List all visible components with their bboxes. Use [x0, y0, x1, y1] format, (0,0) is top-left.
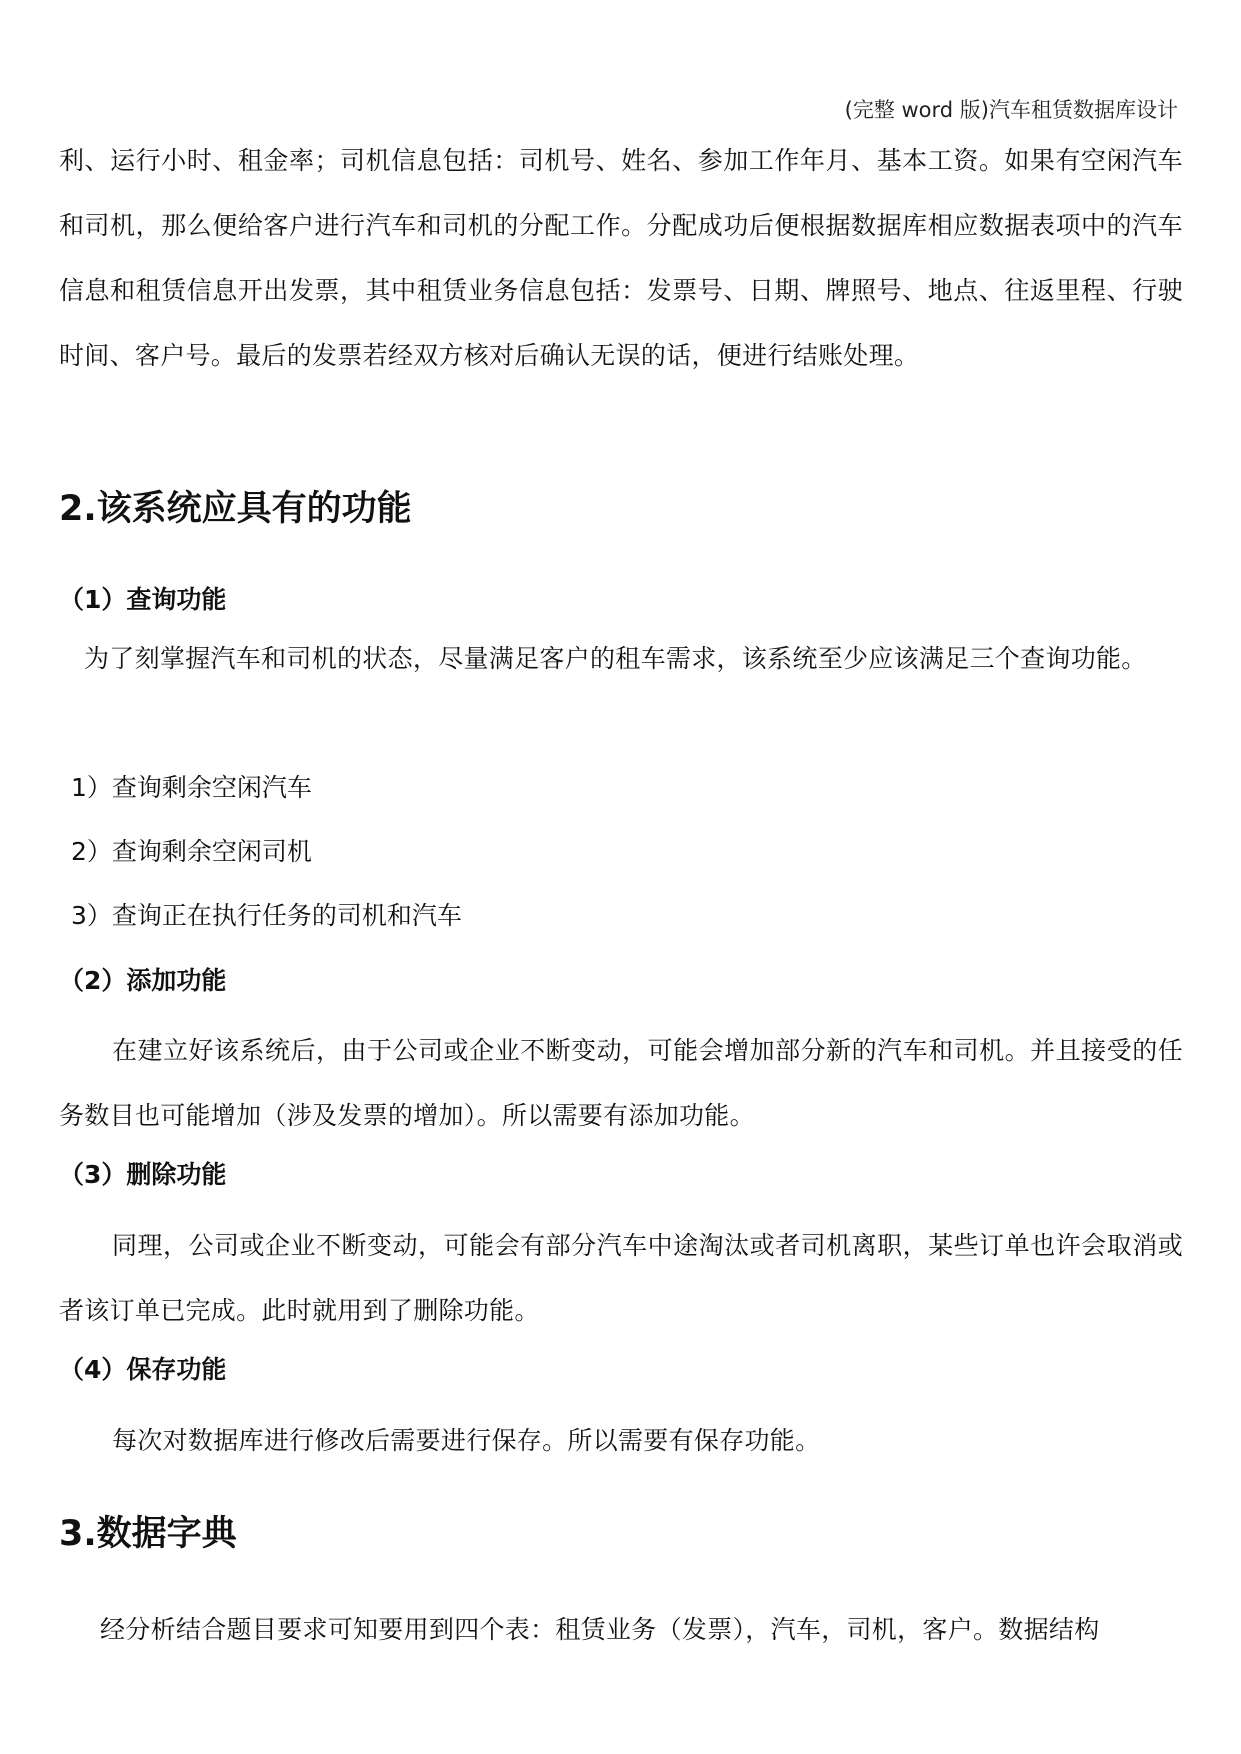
section-3-heading: 3.数据字典	[59, 1514, 237, 1554]
query-function-paragraph: 为了刻掌握汽车和司机的状态，尽量满足客户的租车需求，该系统至少应该满足三个查询功能。	[84, 644, 1147, 673]
delete-function-paragraph: 同理，公司或企业不断变动，可能会有部分汽车中途淘汰或者司机离职，某些订单也许会取消或者该订单已完成。此时就用到了删除功能。	[59, 1231, 1183, 1325]
list-item: 3）查询正在执行任务的司机和汽车	[71, 901, 462, 930]
list-item: 1）查询剩余空闲汽车	[71, 773, 312, 802]
query-function-heading: （1）查询功能	[59, 585, 227, 614]
add-function-paragraph: 在建立好该系统后，由于公司或企业不断变动，可能会增加部分新的汽车和司机。并且接受的任务数目也可能增加（涉及发票的增加）。所以需要有添加功能。	[59, 1036, 1183, 1130]
save-function-paragraph: 每次对数据库进行修改后需要进行保存。所以需要有保存功能。	[112, 1426, 821, 1455]
intro-paragraph: 利、运行小时、租金率；司机信息包括：司机号、姓名、参加工作年月、基本工资。如果有空闲汽车和司机，那么便给客户进行汽车和司机的分配工作。分配成功后便根据数据库相应数据表项中的汽车信息和租赁信息开出发票，其中租赁业务信息包括：发票号、日期、牌照号、地点、往返里程、行驶时间、客户号。最后的发票若经双方核对后确认无误的话，便进行结账处理。	[59, 146, 1183, 370]
list-item: 2）查询剩余空闲司机	[71, 837, 312, 866]
section-3-paragraph: 经分析结合题目要求可知要用到四个表：租赁业务（发票），汽车，司机，客户。数据结构	[100, 1615, 1100, 1644]
add-function-heading: （2）添加功能	[59, 966, 227, 995]
save-function-heading: （4）保存功能	[59, 1355, 227, 1384]
delete-function-heading: （3）删除功能	[59, 1160, 227, 1189]
section-2-heading: 2.该系统应具有的功能	[59, 489, 412, 529]
page-header: (完整 word 版)汽车租赁数据库设计	[844, 98, 1178, 122]
